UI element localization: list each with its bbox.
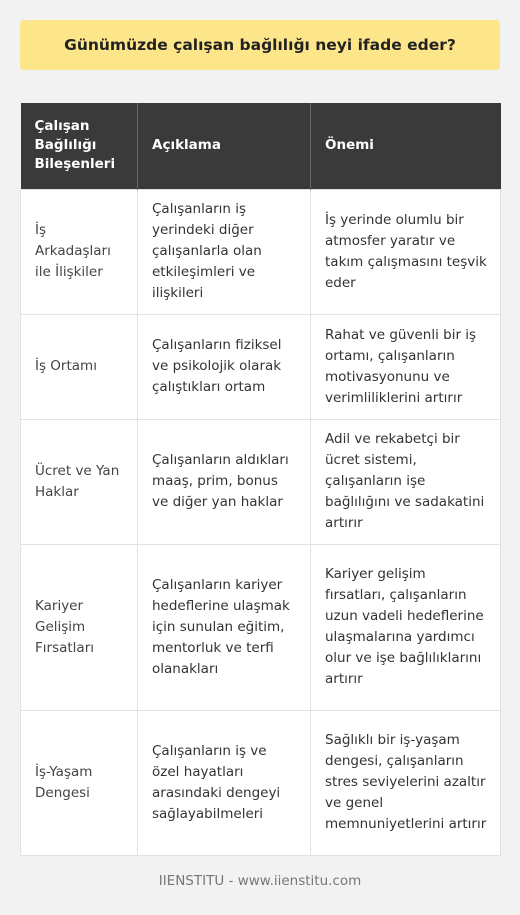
row-component: Kariyer Gelişim Fırsatları [21, 544, 138, 710]
row-component: Ücret ve Yan Haklar [21, 419, 138, 544]
row-component: İş-Yaşam Dengesi [21, 710, 138, 855]
row-description: Çalışanların iş ve özel hayatları arasındaki dengeyi sağlayabilmeleri [138, 710, 311, 855]
row-description: Çalışanların aldıkları maaş, prim, bonus ve diğer yan haklar [138, 419, 311, 544]
row-importance: Kariyer gelişim fırsatları, çalışanların uzun vadeli hedeflerine ulaşmalarına yardımcı olur ve işe bağlılıklarını artırır [311, 544, 501, 710]
table-row [21, 314, 501, 419]
row-description: Çalışanların kariyer hedeflerine ulaşmak için sunulan eğitim, mentorluk ve terfi olanakları [138, 544, 311, 710]
table-row [21, 419, 501, 544]
row-importance: Rahat ve güvenli bir iş ortamı, çalışanların motivasyonunu ve verimliliklerini artırır [311, 314, 501, 419]
table-header-row [21, 103, 501, 189]
engagement-table [20, 103, 501, 856]
header-components: Çalışan Bağlılığı Bileşenleri [21, 103, 138, 189]
row-component: İş Ortamı [21, 314, 138, 419]
header-description: Açıklama [138, 103, 311, 189]
row-description: Çalışanların iş yerindeki diğer çalışanlarla olan etkileşimleri ve ilişkileri [138, 189, 311, 314]
row-importance: Adil ve rekabetçi bir ücret sistemi, çalışanların işe bağlılığını ve sadakatini artırır [311, 419, 501, 544]
page-title-text: Günümüzde çalışan bağlılığı neyi ifade eder? [64, 36, 456, 54]
row-component: İş Arkadaşları ile İlişkiler [21, 189, 138, 314]
header-importance: Önemi [311, 103, 501, 189]
row-importance: Sağlıklı bir iş-yaşam dengesi, çalışanların stres seviyelerini azaltır ve genel memnuniyetlerini artırır [311, 710, 501, 855]
row-importance: İş yerinde olumlu bir atmosfer yaratır ve takım çalışmasını teşvik eder [311, 189, 501, 314]
table-row [21, 189, 501, 314]
footer-credit: IIENSTITU - www.iienstitu.com [158, 873, 362, 889]
table-row [21, 544, 501, 710]
table-row [21, 710, 501, 855]
page-title [20, 20, 500, 70]
row-description: Çalışanların fiziksel ve psikolojik olarak çalıştıkları ortam [138, 314, 311, 419]
